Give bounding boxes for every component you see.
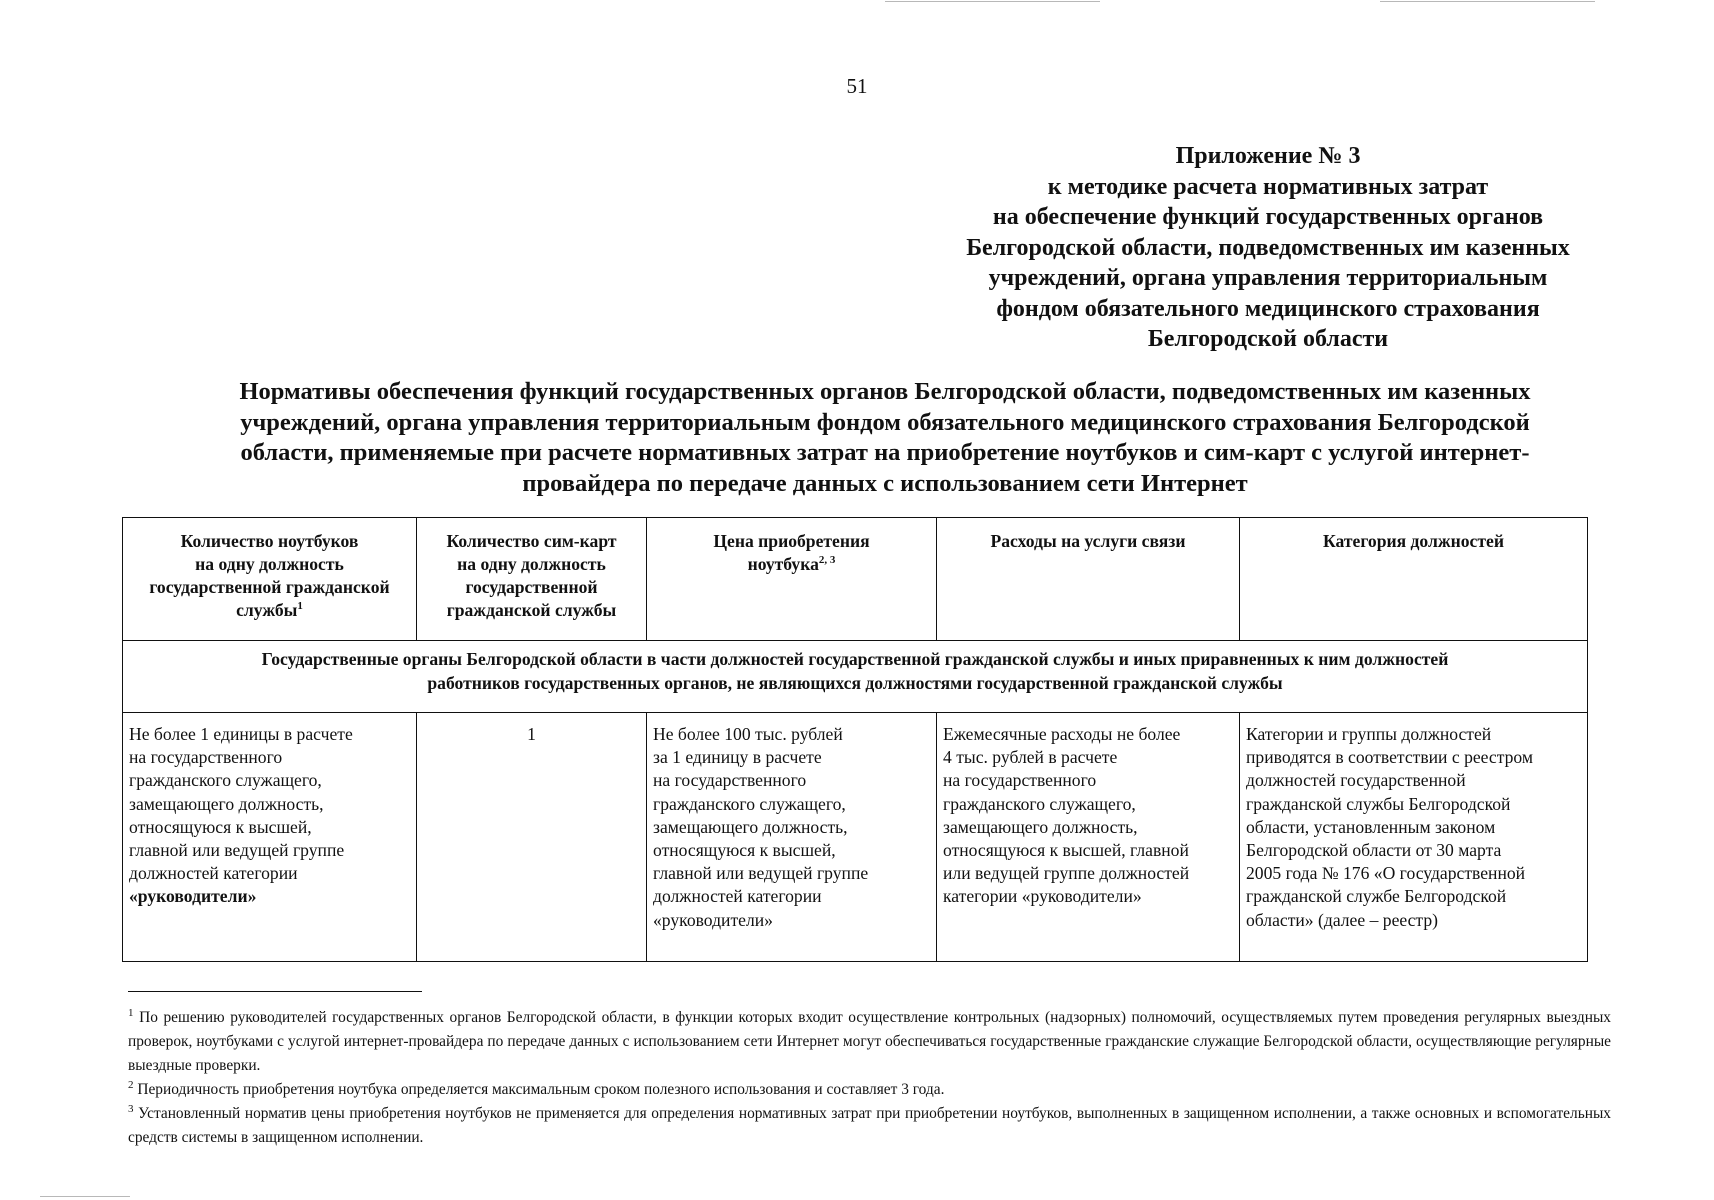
header-line: Количество ноутбуков	[180, 531, 359, 551]
cell-line: области» (далее – реестр)	[1246, 909, 1438, 930]
cell-line: гражданского служащего,	[653, 793, 846, 814]
cell-line: должностей категории	[653, 886, 822, 907]
footnote-ref: 1	[297, 600, 303, 613]
cell-line: замещающего должность,	[653, 816, 848, 837]
section-line: Государственные органы Белгородской области в части должностей государственной гражданской службы и иных приравненных к ним должностей	[261, 649, 1449, 669]
cell-line: гражданского служащего,	[943, 793, 1136, 814]
cell-line: относящуюся к высшей,	[129, 816, 312, 837]
header-line: на одну должность	[457, 554, 606, 574]
cell-line: должностей категории	[129, 863, 298, 884]
cell-line: относящуюся к высшей, главной	[943, 840, 1189, 861]
appendix-title: Приложение № 3	[1175, 143, 1361, 169]
cell-line: относящуюся к высшей,	[653, 840, 836, 861]
header-line-text: службы	[236, 600, 298, 620]
section-line: работников государственных органов, не являющихся должностями государственной гражданской службы	[427, 672, 1283, 693]
cell-sim-cards: 1	[417, 713, 647, 962]
header-position-category	[1240, 518, 1588, 641]
footnote-text: Установленный норматив цены приобретения ноутбуков не применяется для определения нормативных затрат при приобретении ноутбуков, выполненных в защищенном исполнении, а также основных и вспомогательных средств системы в защищенном исполнении.	[128, 1105, 1611, 1146]
header-line-text: ноутбука	[747, 554, 819, 574]
cell-line: 4 тыс. рублей в расчете	[943, 747, 1118, 768]
header-line: гражданской службы	[446, 600, 617, 620]
header-line: Цена приобретения	[713, 531, 870, 551]
footnote-mark: 2	[128, 1078, 134, 1091]
cell-line-bold: «руководители»	[129, 886, 257, 907]
cell-line: замещающего должность,	[943, 816, 1138, 837]
header-line: Расходы на услуги связи	[990, 531, 1186, 551]
title-line: области, применяемые при расчете нормативных затрат на приобретение ноутбуков и сим-карт с услугой интернет-	[240, 439, 1530, 466]
title-line: учреждений, органа управления территориальным фондом обязательного медицинского страхования Белгородской	[240, 408, 1530, 436]
appendix-heading	[928, 141, 1608, 355]
cell-communication	[937, 713, 1240, 962]
header-line: государственной	[465, 577, 598, 597]
section-heading-cell	[123, 641, 1588, 713]
footnote-1	[128, 1006, 1611, 1078]
norms-table	[122, 517, 1588, 962]
header-line: на одну должность	[195, 554, 344, 574]
page-number: 51	[846, 74, 868, 98]
cell-line: «руководители»	[653, 909, 773, 930]
cell-line: приводятся в соответствии с реестром	[1246, 747, 1534, 768]
table-row	[123, 713, 1588, 962]
cell-line: Категории и группы должностей	[1246, 724, 1492, 744]
footnote-separator	[128, 991, 422, 992]
header-line: государственной гражданской	[149, 577, 390, 597]
header-line: Категория должностей	[1323, 531, 1504, 551]
header-sim-cards-per-position	[417, 518, 647, 641]
cell-line: Ежемесячные расходы не более	[943, 724, 1181, 744]
header-laptops-per-position	[123, 518, 417, 641]
document-title	[150, 377, 1620, 499]
appendix-line: на обеспечение функций государственных органов	[992, 204, 1544, 230]
appendix-line: к методике расчета нормативных затрат	[1047, 173, 1489, 200]
header-laptop-price	[647, 518, 937, 641]
cell-line: на государственного	[129, 747, 283, 768]
cell-line: Не более 100 тыс. рублей	[653, 724, 843, 744]
footnote-mark: 3	[128, 1102, 134, 1115]
appendix-line: учреждений, органа управления территориальным	[988, 265, 1548, 291]
footnote-mark: 1	[128, 1006, 134, 1019]
scan-edge-line-top	[885, 1, 1100, 2]
cell-laptops	[123, 713, 417, 962]
cell-line: гражданского служащего,	[129, 770, 322, 791]
appendix-line: Белгородской области	[1147, 326, 1389, 352]
cell-line: на государственного	[653, 770, 807, 791]
cell-line: главной или ведущей группе	[653, 863, 869, 884]
cell-line: замещающего должность,	[129, 793, 324, 814]
cell-line: Не более 1 единицы в расчете	[129, 724, 353, 744]
scan-edge-line-top-right	[1380, 1, 1595, 2]
appendix-line: фондом обязательного медицинского страхования	[996, 295, 1540, 322]
title-line: провайдера по передаче данных с использованием сети Интернет	[522, 469, 1248, 497]
cell-line: области, установленным законом	[1246, 816, 1496, 837]
cell-price	[647, 713, 937, 962]
section-row	[123, 641, 1588, 713]
footnote-2	[128, 1078, 1611, 1102]
scan-edge-line-bottom	[40, 1196, 130, 1197]
title-line: Нормативы обеспечения функций государственных органов Белгородской области, подведомственных им казенных	[239, 378, 1531, 405]
footnotes	[128, 1006, 1611, 1150]
cell-line: на государственного	[943, 770, 1097, 791]
header-line	[127, 599, 412, 622]
cell-line: должностей государственной	[1246, 770, 1466, 791]
cell-line: или ведущей группе должностей	[943, 863, 1190, 884]
header-line	[651, 553, 932, 576]
cell-line: категории «руководители»	[943, 886, 1142, 907]
header-communication-costs	[937, 518, 1240, 641]
cell-line: 2005 года № 176 «О государственной	[1246, 863, 1526, 884]
cell-line: за 1 единицу в расчете	[653, 747, 822, 768]
header-line: Количество сим-карт	[446, 531, 617, 551]
cell-line: гражданской службы Белгородской	[1246, 793, 1511, 814]
footnote-text: По решению руководителей государственных органов Белгородской области, в функции которых входит осуществление контрольных (надзорных) полномочий, осуществляемых путем проведения регулярных выездных проверок, ноутбуками с услугой интернет-провайдера по передаче данных с использованием сети Интернет могут обеспечиваться государственные гражданские служащие Белгородской области, осуществляющие регулярные выездные проверки.	[128, 1009, 1611, 1074]
cell-line: Белгородской области от 30 марта	[1246, 840, 1502, 861]
table-header-row	[123, 518, 1588, 641]
appendix-line: Белгородской области, подведомственных им казенных	[966, 234, 1570, 261]
footnote-ref: 2, 3	[818, 554, 836, 567]
cell-line: главной или ведущей группе	[129, 840, 345, 861]
cell-category	[1240, 713, 1588, 962]
cell-line: гражданской службе Белгородской	[1246, 886, 1507, 907]
footnote-text: Периодичность приобретения ноутбука определяется максимальным сроком полезного использования и составляет 3 года.	[137, 1081, 945, 1098]
footnote-3	[128, 1102, 1611, 1150]
